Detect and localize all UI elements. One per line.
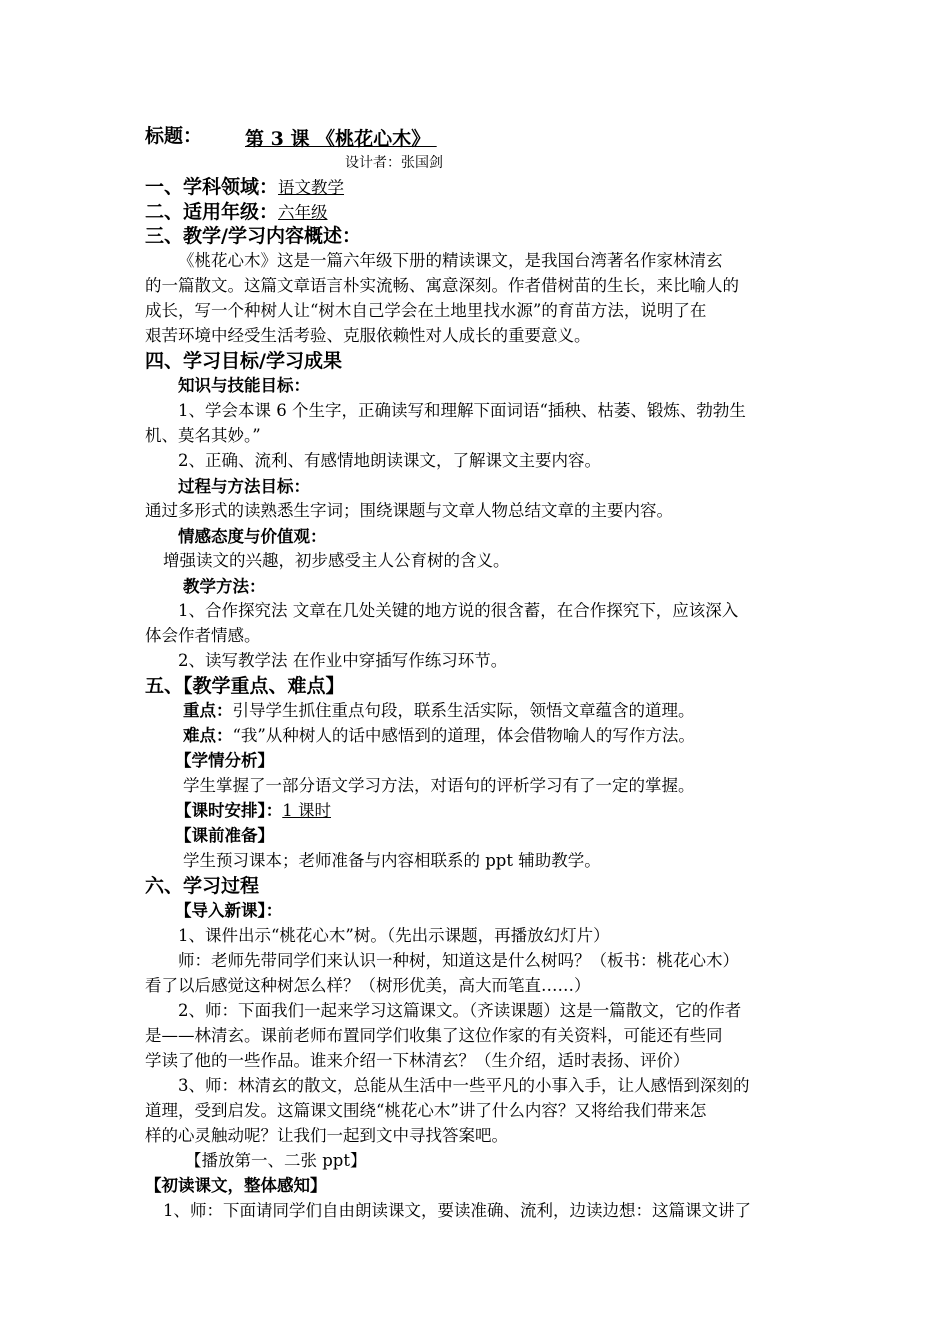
- process-line: 看了以后感觉这种树怎么样？（树形优美，高大而笔直……）: [145, 976, 591, 995]
- section-4-heading: 四、学习目标/学习成果: [145, 350, 342, 372]
- process-line: 师：老师先带同学们来认识一种树，知道这是什么树吗？（板书：桃花心木）: [178, 951, 739, 970]
- process-line: 1、课件出示“桃花心木”树。（先出示课题，再播放幻灯片）: [178, 926, 610, 945]
- overview-line: 《桃花心木》这是一篇六年级下册的精读课文，是我国台湾著名作家林清玄: [178, 251, 723, 270]
- section-5-heading: 五、【教学重点、难点】: [145, 675, 345, 697]
- process-goal-label: 过程与方法目标：: [178, 477, 310, 496]
- section-1: 一、学科领域：语文教学: [145, 176, 345, 198]
- method-line: 体会作者情感。: [145, 626, 261, 645]
- overview-line: 的一篇散文。这篇文章语言朴实流畅、寓意深刻。作者借树苗的生长，来比喻人的: [145, 276, 739, 295]
- knowledge-goal-label: 知识与技能目标：: [178, 376, 310, 395]
- process-line: 学读了他的一些作品。谁来介绍一下林清玄？（生介绍，适时表扬、评价）: [145, 1051, 690, 1070]
- section-3-heading: 三、教学/学习内容概述：: [145, 225, 361, 247]
- first-reading-label: 【初读课文，整体感知】: [145, 1176, 327, 1195]
- method-line: 1、合作探究法 文章在几处关键的地方说的很含蓄，在合作探究下，应该深入: [178, 601, 739, 620]
- goal-line: 1、学会本课 6 个生字，正确读写和理解下面词语“插秧、枯萎、锻炼、勃勃生: [178, 401, 746, 420]
- preparation-text: 学生预习课本；老师准备与内容相联系的 ppt 辅助教学。: [183, 851, 601, 870]
- class-hours: 【课时安排】：1 课时: [175, 801, 331, 820]
- designer: 设计者：张国剑: [345, 155, 443, 171]
- goal-line: 增强读文的兴趣，初步感受主人公育树的含义。: [163, 551, 510, 570]
- goal-line: 通过多形式的读熟悉生字词；围绕课题与文章人物总结文章的主要内容。: [145, 501, 673, 520]
- overview-line: 艰苦环境中经受生活考验、克服依赖性对人成长的重要意义。: [145, 326, 591, 345]
- process-line: 2、师：下面我们一起来学习这篇课文。（齐读课题）这是一篇散文，它的作者: [178, 1001, 742, 1020]
- overview-line: 成长，写一个种树人让“树木自己学会在土地里找水源”的育苗方法，说明了在: [145, 301, 707, 320]
- process-line: 1、师：下面请同学们自由朗读课文，要读准确、流利，边读边想：这篇课文讲了: [163, 1201, 751, 1220]
- process-line: 样的心灵触动呢？让我们一起到文中寻找答案吧。: [145, 1126, 508, 1145]
- section-6-heading: 六、学习过程: [145, 875, 260, 897]
- method-line: 2、读写教学法 在作业中穿插写作练习环节。: [178, 651, 508, 670]
- goal-line: 2、正确、流利、有感情地朗读课文，了解课文主要内容。: [178, 451, 601, 470]
- lesson-title: 第 3 课 《桃花心木》: [245, 128, 437, 150]
- intro-label: 【导入新课】：: [175, 901, 283, 920]
- process-line: 道理，受到启发。这篇课文围绕“桃花心木”讲了什么内容？又将给我们带来怎: [145, 1101, 707, 1120]
- student-analysis-label: 【学情分析】: [175, 751, 274, 770]
- process-line: 3、师：林清玄的散文，总能从生活中一些平凡的小事入手，让人感悟到深刻的: [178, 1076, 750, 1095]
- method-label: 教学方法：: [183, 577, 266, 596]
- goal-line: 机、莫名其妙。”: [145, 426, 261, 445]
- preparation-label: 【课前准备】: [175, 826, 274, 845]
- student-analysis-text: 学生掌握了一部分语文学习方法，对语句的评析学习有了一定的掌握。: [183, 776, 695, 795]
- title-label: 标题：: [145, 125, 203, 147]
- process-line: 是——林清玄。课前老师布置同学们收集了这位作家的有关资料，可能还有些同: [145, 1026, 723, 1045]
- ppt-note: 【播放第一、二张 ppt】: [185, 1151, 367, 1170]
- emotion-goal-label: 情感态度与价值观：: [178, 527, 327, 546]
- difficult-point: 难点：“我”从种树人的话中感悟到的道理，体会借物喻人的写作方法。: [183, 726, 695, 745]
- section-2: 二、适用年级：六年级: [145, 201, 328, 223]
- key-point: 重点：引导学生抓住重点句段，联系生活实际，领悟文章蕴含的道理。: [183, 701, 695, 720]
